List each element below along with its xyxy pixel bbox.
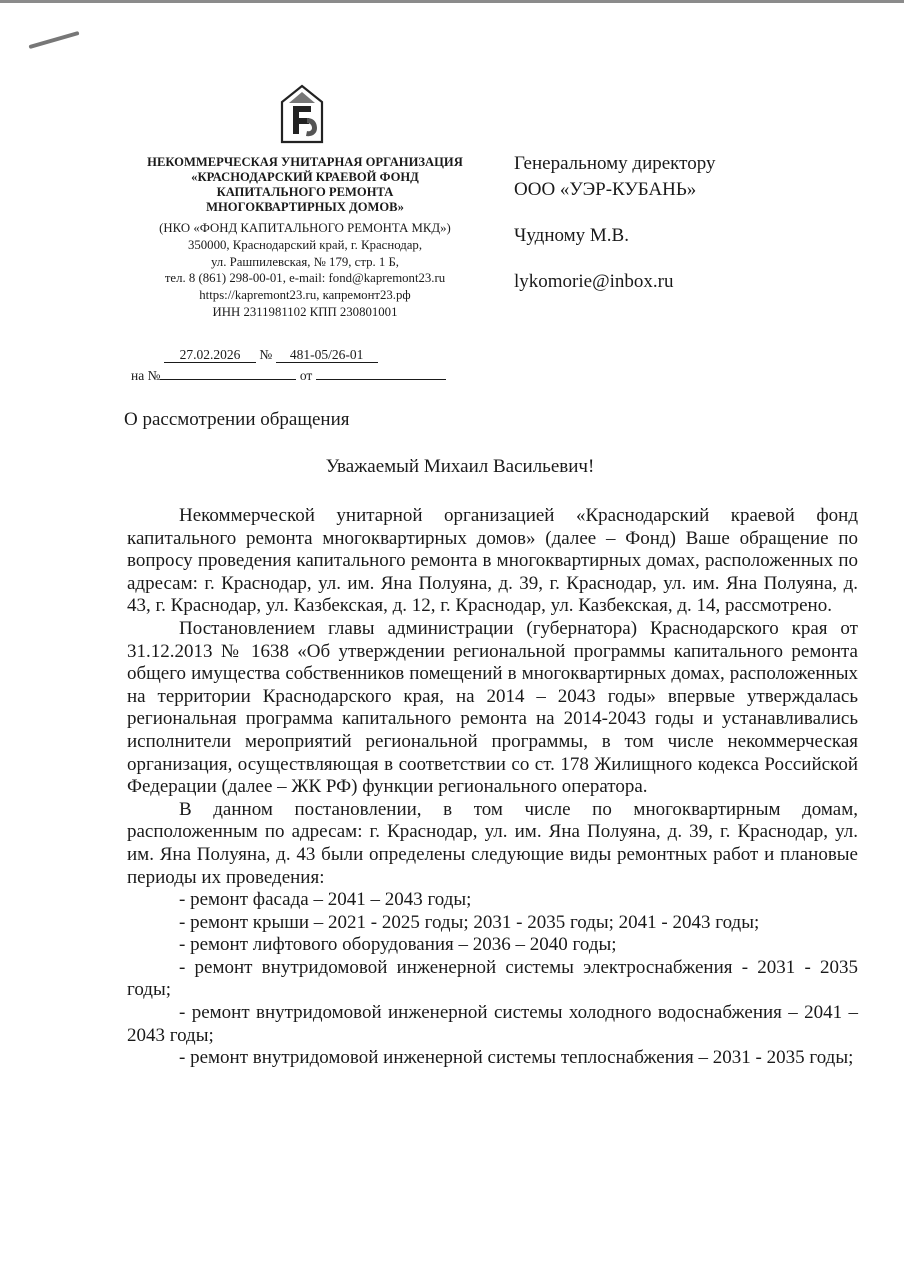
org-address-line: 350000, Краснодарский край, г. Краснодар,	[187, 237, 423, 252]
reply-reference-line	[131, 368, 446, 384]
org-contacts: тел. 8 (861) 298-00-01, e-mail: fond@kapremont23.ru	[164, 271, 446, 286]
in-reply-number-blank	[160, 379, 296, 380]
org-name-line: «КРАСНОДАРСКИЙ КРАЕВОЙ ФОНД	[191, 170, 419, 184]
org-name-line: МНОГОКВАРТИРНЫХ ДОМОВ»	[206, 200, 404, 214]
list-item: - ремонт фасада – 2041 – 2043 годы;	[179, 889, 472, 911]
registration-number: 481-05/26-01	[276, 348, 378, 363]
number-label: №	[259, 347, 273, 362]
org-websites: https://kapremont23.ru, капремонт23.рф	[199, 288, 411, 303]
registration-line	[164, 347, 378, 363]
salutation: Уважаемый Михаил Васильевич!	[325, 456, 595, 477]
in-reply-label: на №	[131, 368, 161, 383]
org-header	[120, 155, 490, 321]
org-short-name: (НКО «ФОНД КАПИТАЛЬНОГО РЕМОНТА МКД»)	[159, 221, 451, 235]
body-paragraph: Постановлением главы администрации (губернатора) Краснодарского края от 31.12.2013 № 1638 «Об утверждении региональной программы капитального ремонта общего имущества собственников помещений в многоквартирных домах, расположенных на территории Краснодарского края, на 2014 – 2043 годы» впервые утверждалась региональная программа капитального ремонта на 2014-2043 годы и устанавливались исполнители мероприятий региональной программы, в том числе некоммерческая организация, осуществляющая в соответствии со ст. 178 Жилищного кодекса Российской Федерации (далее – ЖК РФ) функции регионального оператора.	[127, 617, 858, 798]
addressee-company: ООО «УЭР-КУБАНЬ»	[514, 179, 697, 200]
letter-subject: О рассмотрении обращения	[124, 409, 350, 430]
list-item: - ремонт лифтового оборудования – 2036 – 2040 годы;	[179, 934, 617, 956]
fund-logo-icon	[277, 84, 327, 146]
org-name-line: КАПИТАЛЬНОГО РЕМОНТА	[216, 185, 394, 199]
scan-top-edge	[0, 0, 904, 3]
addressee-email: lykomorie@inbox.ru	[514, 271, 674, 292]
from-date-blank	[316, 379, 446, 380]
registration-date: 27.02.2026	[164, 348, 256, 363]
org-name	[120, 155, 490, 215]
org-details	[120, 220, 490, 321]
list-item: - ремонт внутридомовой инженерной системы электроснабжения - 2031 - 2035 годы;	[127, 956, 858, 1001]
list-item: - ремонт крыши – 2021 - 2025 годы; 2031 - 2035 годы; 2041 - 2043 годы;	[179, 911, 760, 933]
scan-mark	[28, 31, 79, 49]
addressee-name: Чудному М.В.	[514, 225, 629, 246]
org-inn-kpp: ИНН 2311981102 КПП 230801001	[212, 304, 398, 319]
body-paragraph: Некоммерческой унитарной организацией «Краснодарский краевой фонд капитального ремонта многоквартирных домов» (далее – Фонд) Ваше обращение по вопросу проведения капитального ремонта в многоквартирных домах, расположенных по адресам: г. Краснодар, ул. им. Яна Полуяна, д. 39, г. Краснодар, ул. им. Яна Полуяна, д. 43, г. Краснодар, ул. Казбекская, д. 12, г. Краснодар, ул. Казбекская, д. 14, рассмотрено.	[127, 505, 858, 617]
org-address-line: ул. Рашпилевская, № 179, стр. 1 Б,	[210, 254, 400, 269]
letter-body	[127, 505, 858, 1070]
list-item: - ремонт внутридомовой инженерной системы холодного водоснабжения – 2041 – 2043 годы;	[127, 1002, 858, 1046]
org-name-line: НЕКОММЕРЧЕСКАЯ УНИТАРНАЯ ОРГАНИЗАЦИЯ	[147, 155, 463, 169]
list-item: - ремонт внутридомовой инженерной системы теплоснабжения – 2031 - 2035 годы;	[179, 1047, 854, 1069]
body-paragraph: В данном постановлении, в том числе по многоквартирным домам, расположенным по адресам: г. Краснодар, ул. им. Яна Полуяна, д. 39, г. Краснодар, ул. им. Яна Полуяна, д. 43 были определены следующие виды ремонтных работ и плановые периоды их проведения:	[127, 798, 858, 888]
addressee-block	[514, 151, 874, 295]
addressee-position: Генеральному директору	[514, 153, 716, 174]
from-label: от	[299, 368, 313, 383]
